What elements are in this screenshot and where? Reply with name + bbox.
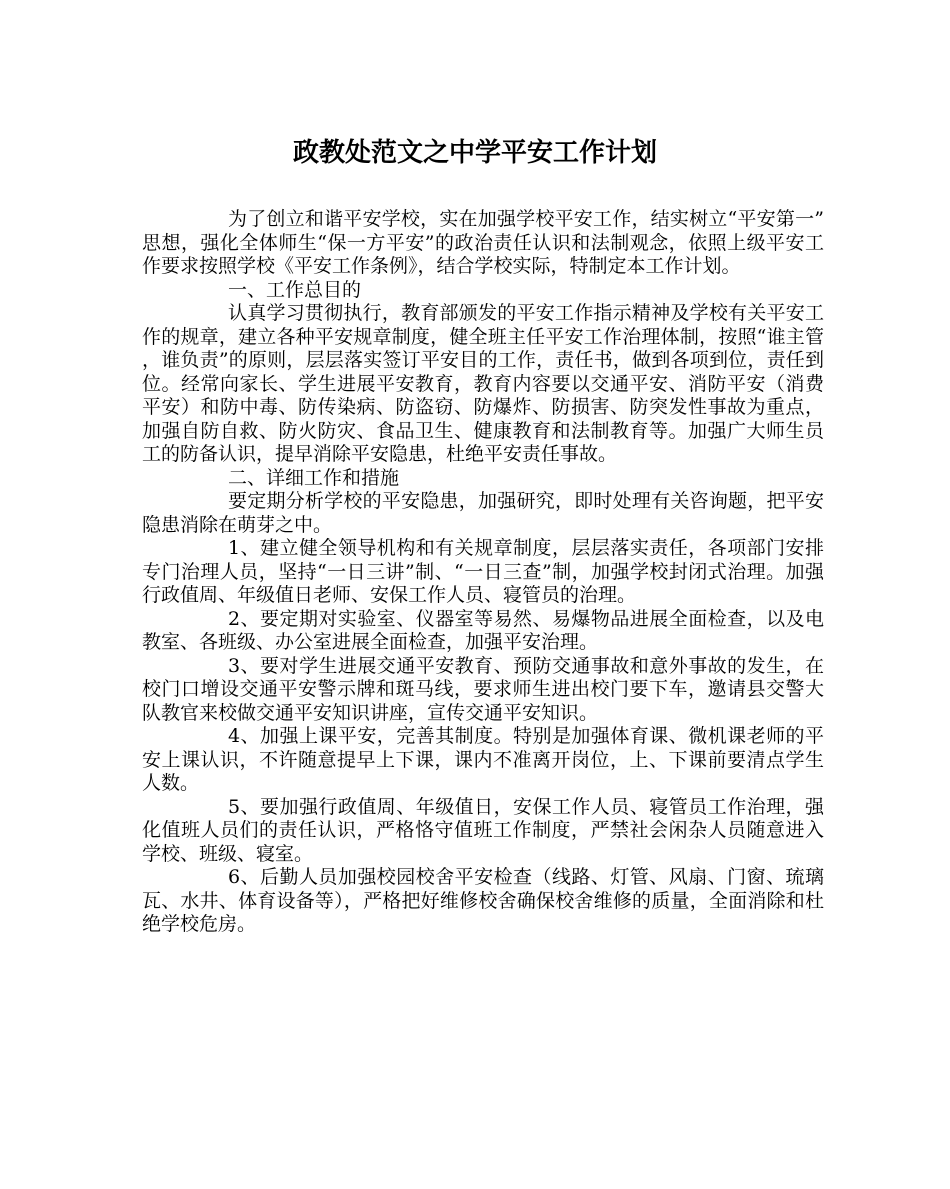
section-heading-goal: 一、工作总目的 [228,278,362,301]
paragraph-item-1: 1、建立健全领导机构和有关规章制度，层层落实责任，各项部门安排专门治理人员，坚持“一日三讲”制、“一日三查”制，加强学校封闭式治理。加强行政值周、年级值日老师、安保工作人员、寝管员的治理。 [142,537,824,606]
document-body [142,208,824,937]
paragraph-item-4: 4、加强上课平安，完善其制度。特别是加强体育课、微机课老师的平安上课认识，不许随意提早上下课，课内不准离开岗位，上、下课前要清点学生人数。 [142,725,824,794]
paragraph-goal: 认真学习贯彻执行，教育部颁发的平安工作指示精神及学校有关平安工作的规章，建立各种平安规章制度，健全班主任平安工作治理体制，按照“谁主管，谁负责”的原则，层层落实签订平安目的工作，责任书，做到各项到位，责任到位。经常向家长、学生进展平安教育，教育内容要以交通平安、消防平安（消费平安）和防中毒、防传染病、防盗窃、防爆炸、防损害、防突发性事故为重点，加强自防自救、防火防灾、食品卫生、健康教育和法制教育等。加强广大师生员工的防备认识，提早消除平安隐患，杜绝平安责任事故。 [142,302,824,465]
paragraph-item-5: 5、要加强行政值周、年级值日，安保工作人员、寝管员工作治理，强化值班人员们的责任认识，严格恪守值班工作制度，严禁社会闲杂人员随意进入学校、班级、寝室。 [142,795,824,865]
section-heading-measures: 二、详细工作和措施 [228,466,400,489]
paragraph-item-3: 3、要对学生进展交通平安教育、预防交通事故和意外事故的发生，在校门口增设交通平安警示牌和斑马线，要求师生进出校门要下车，邀请县交警大队教官来校做交通平安知识讲座，宣传交通平安知识。 [142,654,824,724]
document-title: 政教处范文之中学平安工作计划 [292,138,657,168]
paragraph-item-6: 6、后勤人员加强校园校舍平安检查（线路、灯管、风扇、门窗、琉璃瓦、水井、体育设备等），严格把好维修校舍确保校舍维修的质量，全面消除和杜绝学校危房。 [142,866,824,935]
paragraph-intro: 为了创立和谐平安学校，实在加强学校平安工作，结实树立“平安第一”思想，强化全体师生“保一方平安”的政治责任认识和法制观念，依照上级平安工作要求按照学校《平安工作条例》，结合学校实际，特制定本工作计划。 [142,208,824,277]
paragraph-item-2: 2、要定期对实验室、仪器室等易然、易爆物品进展全面检查，以及电教室、各班级、办公室进展全面检查，加强平安治理。 [142,607,824,653]
paragraph-measures-intro: 要定期分析学校的平安隐患，加强研究，即时处理有关咨询题，把平安隐患消除在萌芽之中。 [142,490,824,536]
